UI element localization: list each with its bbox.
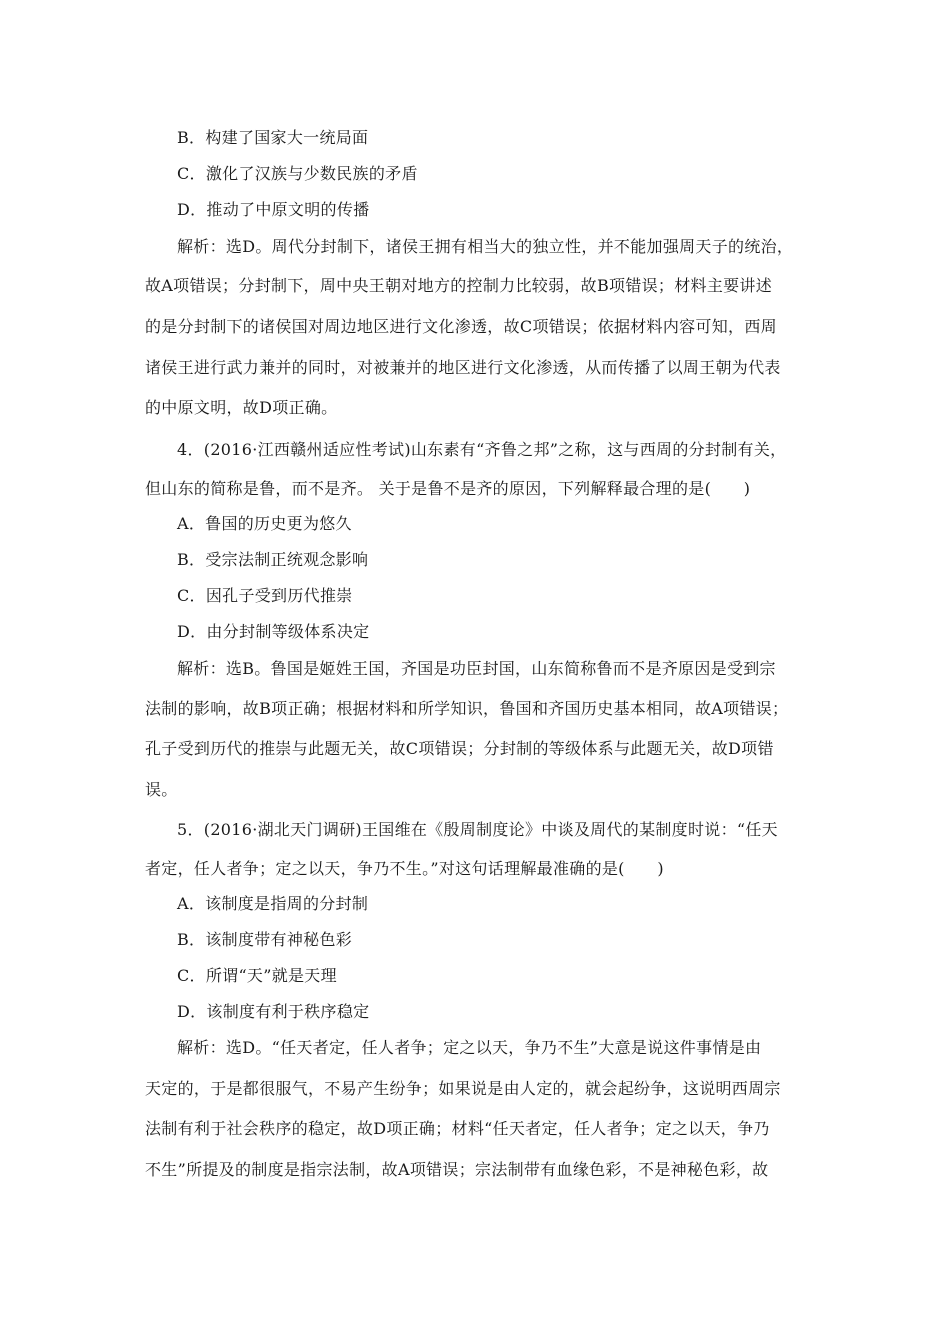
q4-stem-line-1: 4．(2016·江西赣州适应性考试)山东素有“齐鲁之邦”之称，这与西周的分封制有关，	[177, 440, 787, 459]
q3-option-d: D．推动了中原文明的传播	[177, 200, 370, 219]
q5-analysis-line-2: 天定的，于是都很服气，不易产生纷争；如果说是由人定的，就会起纷争，这说明西周宗	[145, 1079, 781, 1098]
q5-option-b: B．该制度带有神秘色彩	[177, 930, 353, 949]
q3-option-b: B．构建了国家大一统局面	[177, 128, 369, 147]
q3-analysis-line-1: 解析：选D。周代分封制下，诸侯王拥有相当大的独立性，并不能加强周天子的统治，	[177, 237, 794, 256]
q4-analysis-line-4: 误。	[145, 780, 178, 799]
q5-stem-line-2: 者定，任人者争；定之以天，争乃不生。”对这句话理解最准确的是( )	[145, 859, 664, 878]
q4-option-c: C．因孔子受到历代推崇	[177, 586, 353, 605]
q5-option-c: C．所谓“天”就是天理	[177, 966, 337, 985]
q3-analysis-line-5: 的中原文明，故D项正确。	[145, 398, 338, 417]
q3-analysis-line-4: 诸侯王进行武力兼并的同时，对被兼并的地区进行文化渗透，从而传播了以周王朝为代表	[145, 358, 781, 377]
q4-option-d: D．由分封制等级体系决定	[177, 622, 370, 641]
q4-stem-line-2: 但山东的简称是鲁，而不是齐。 关于是鲁不是齐的原因，下列解释最合理的是( )	[145, 479, 751, 498]
q5-option-a: A．该制度是指周的分封制	[177, 894, 369, 913]
q4-analysis-line-1: 解析：选B。鲁国是姬姓王国，齐国是功臣封国，山东简称鲁而不是齐原因是受到宗	[177, 659, 776, 678]
q5-analysis-line-4: 不生”所提及的制度是指宗法制，故A项错误；宗法制带有血缘色彩，不是神秘色彩，故	[145, 1160, 769, 1179]
q5-option-d: D．该制度有利于秩序稳定	[177, 1002, 370, 1021]
q4-analysis-line-2: 法制的影响，故B项正确；根据材料和所学知识，鲁国和齐国历史基本相同，故A项错误；	[145, 699, 789, 718]
q5-stem-line-1: 5．(2016·湖北天门调研)王国维在《殷周制度论》中谈及周代的某制度时说：“任天	[177, 820, 778, 839]
q3-analysis-line-2: 故A项错误；分封制下，周中央王朝对地方的控制力比较弱，故B项错误；材料主要讲述	[145, 276, 773, 295]
q4-analysis-line-3: 孔子受到历代的推崇与此题无关，故C项错误；分封制的等级体系与此题无关，故D项错	[145, 739, 774, 758]
q3-analysis-line-3: 的是分封制下的诸侯国对周边地区进行文化渗透，故C项错误；依据材料内容可知，西周	[145, 317, 777, 336]
q5-analysis-line-3: 法制有利于社会秩序的稳定，故D项正确；材料“任天者定，任人者争；定之以天，争乃	[145, 1119, 770, 1138]
q4-option-b: B．受宗法制正统观念影响	[177, 550, 369, 569]
q4-option-a: A．鲁国的历史更为悠久	[177, 514, 352, 533]
q5-analysis-line-1: 解析：选D。“任天者定，任人者争；定之以天，争乃不生”大意是说这件事情是由	[177, 1038, 762, 1057]
q3-option-c: C．激化了汉族与少数民族的矛盾	[177, 164, 418, 183]
